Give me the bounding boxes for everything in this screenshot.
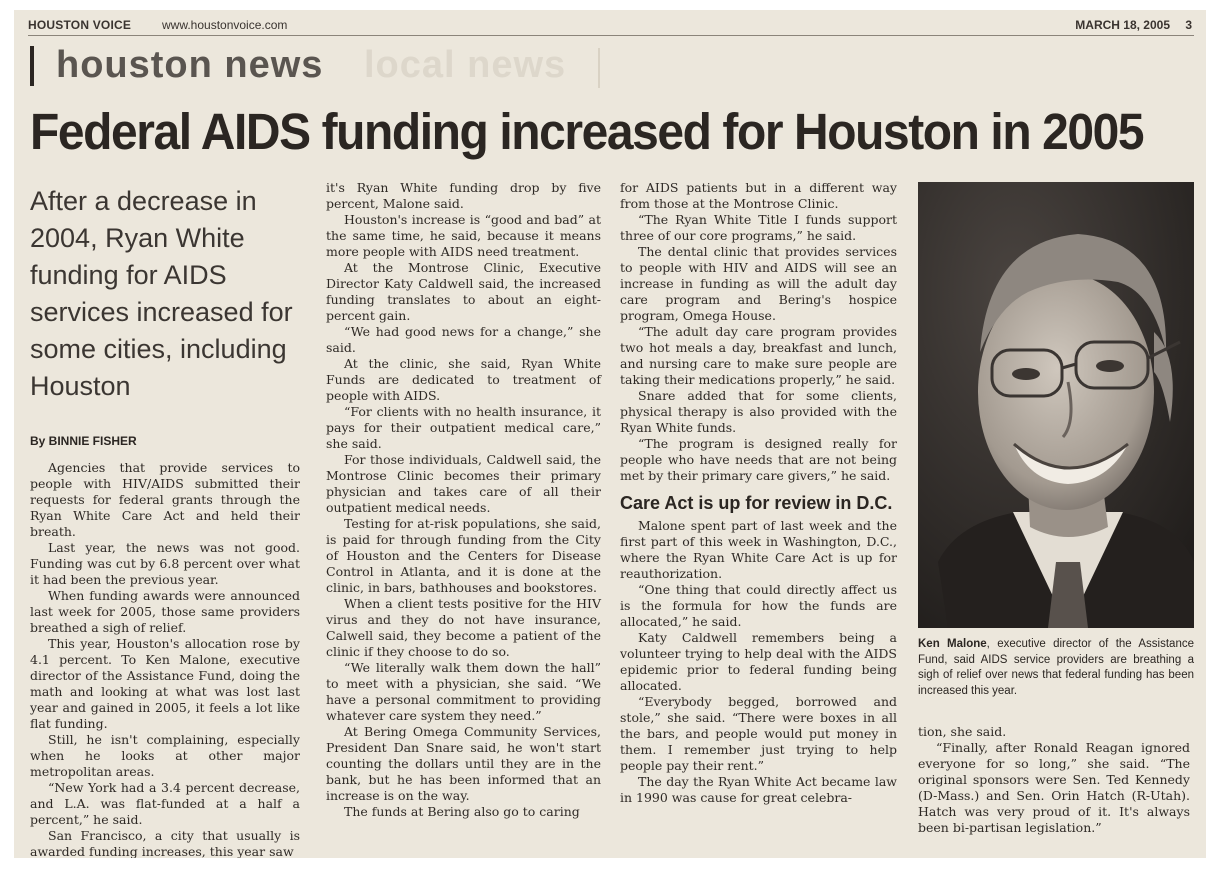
paragraph: “The adult day care program provides two hot meals a day, breakfast and lunch, and nursing care to make sure people are taking their medications properly,” he said. xyxy=(620,324,897,387)
paragraph: Last year, the news was not good. Funding was cut by 6.8 percent over what it had been the previous year. xyxy=(30,540,300,587)
paragraph: For those individuals, Caldwell said, the Montrose Clinic becomes their primary physician and takes care of all their outpatient medical needs. xyxy=(326,452,601,515)
portrait-illustration xyxy=(918,182,1194,628)
paragraph: Agencies that provide services to people with HIV/AIDS submitted their requests for federal grants through the Ryan White Care Act and held their breath. xyxy=(30,460,300,539)
portrait-photo xyxy=(918,182,1194,628)
issue-date: MARCH 18, 2005 xyxy=(1075,18,1170,32)
photo-caption xyxy=(918,637,1194,699)
article-column-3 xyxy=(620,180,897,806)
article-column-4 xyxy=(918,724,1190,836)
paragraph: “For clients with no health insurance, it pays for their outpatient medical care,” she said. xyxy=(326,404,601,451)
paragraph: “The program is designed really for people who have needs that are not being met by their primary care givers,” he said. xyxy=(620,436,897,483)
paragraph: The day the Ryan White Act became law in 1990 was cause for great celebra- xyxy=(620,774,897,805)
paragraph: “The Ryan White Title I funds support three of our core programs,” he said. xyxy=(620,212,897,243)
article-column-1 xyxy=(30,460,300,858)
caption-text: , executive director of the Assistance Fund, said AIDS service providers are breathing a sigh of relief over news that federal funding has been increased this year. xyxy=(918,638,1194,697)
publication-url: www.houstonvoice.com xyxy=(162,18,288,32)
paragraph: At the Montrose Clinic, Executive Director Katy Caldwell said, the increased funding translates to about an eight-percent gain. xyxy=(326,260,601,323)
paragraph: Testing for at-risk populations, she said, is paid for through funding from the City of Houston and the Centers for Disease Control in Atlanta, and it is done at the clinic, in bars, bathhouses and bookstores. xyxy=(326,516,601,595)
headline: Federal AIDS funding increased for Houston in 2005 xyxy=(30,103,1144,160)
paragraph: At Bering Omega Community Services, President Dan Snare said, he won't start counting the dollars until they are in the bank, but he has been informed that an increase is on the way. xyxy=(326,724,601,803)
paragraph: “Finally, after Ronald Reagan ignored everyone for so long,” she said. “The original sponsors were Sen. Ted Kennedy (D-Mass.) and Sen. Orin Hatch (R-Utah). Hatch was very proud of it. It's always been bi-partisan legislation.” xyxy=(918,740,1190,835)
paragraph: Still, he isn't complaining, especially when he looks at other major metropolitan areas. xyxy=(30,732,300,779)
paragraph: Snare added that for some clients, physical therapy is also provided with the Ryan White funds. xyxy=(620,388,897,435)
paragraph: When funding awards were announced last week for 2005, those same providers breathed a sigh of relief. xyxy=(30,588,300,635)
paragraph: This year, Houston's allocation rose by 4.1 percent. To Ken Malone, executive director of the Assistance Fund, doing the math and looking at what was lost last year and gained in 2005, it feels a lot like flat funding. xyxy=(30,636,300,731)
paragraph: “Everybody begged, borrowed and stole,” she said. “There were boxes in all the bars, and people would put money in them. I remember just trying to help people pay their rent.” xyxy=(620,694,897,773)
paragraph: Katy Caldwell remembers being a volunteer trying to help deal with the AIDS epidemic prior to federal funding being allocated. xyxy=(620,630,897,693)
paragraph: for AIDS patients but in a different way from those at the Montrose Clinic. xyxy=(620,180,897,211)
section-bar xyxy=(30,46,34,86)
paragraph: it's Ryan White funding drop by five percent, Malone said. xyxy=(326,180,601,211)
section-ghost-label: local news xyxy=(364,44,567,86)
paragraph: At the clinic, she said, Ryan White Funds are dedicated to treatment of people with AIDS. xyxy=(326,356,601,403)
publication-name: HOUSTON VOICE xyxy=(28,18,132,32)
paragraph: “We literally walk them down the hall” to meet with a physician, she said. “We have a personal commitment to providing whatever care system they need.” xyxy=(326,660,601,723)
paragraph: When a client tests positive for the HIV virus and they do not have insurance, Calwell said, they become a patient of the clinic if they choose to do so. xyxy=(326,596,601,659)
paragraph: San Francisco, a city that usually is awarded funding increases, this year saw xyxy=(30,828,300,858)
paragraph: The funds at Bering also go to caring xyxy=(344,804,580,819)
deck: After a decrease in 2004, Ryan White funding for AIDS services increased for some cities, including Houston xyxy=(30,186,293,401)
article-column-2 xyxy=(326,180,601,820)
byline: By BINNIE FISHER xyxy=(30,434,137,448)
paragraph: “One thing that could directly affect us is the formula for how the funds are allocated,” he said. xyxy=(620,582,897,629)
paragraph: Malone spent part of last week and the first part of this week in Washington, D.C., where the Ryan White Care Act is up for reauthorization. xyxy=(620,518,897,581)
paragraph: The dental clinic that provides services to people with HIV and AIDS will see an increase in funding as will the adult day care program and Bering's hospice program, Omega House. xyxy=(620,244,897,323)
section-label: houston news xyxy=(56,44,324,86)
caption-name: Ken Malone xyxy=(918,638,987,650)
header-rule xyxy=(28,35,1194,36)
running-header xyxy=(28,18,1194,36)
paragraph: “New York had a 3.4 percent decrease, and L.A. was flat-funded at a half a percent,” he said. xyxy=(30,780,300,827)
subhead: Care Act is up for review in D.C. xyxy=(620,493,893,513)
page-number: 3 xyxy=(1185,18,1192,32)
paragraph: tion, she said. xyxy=(918,724,1007,739)
newspaper-page xyxy=(14,10,1206,858)
section-ghost-rule xyxy=(598,48,600,88)
paragraph: “We had good news for a change,” she said. xyxy=(326,324,601,355)
paragraph: Houston's increase is “good and bad” at the same time, he said, because it means more people with AIDS need treatment. xyxy=(326,212,601,259)
